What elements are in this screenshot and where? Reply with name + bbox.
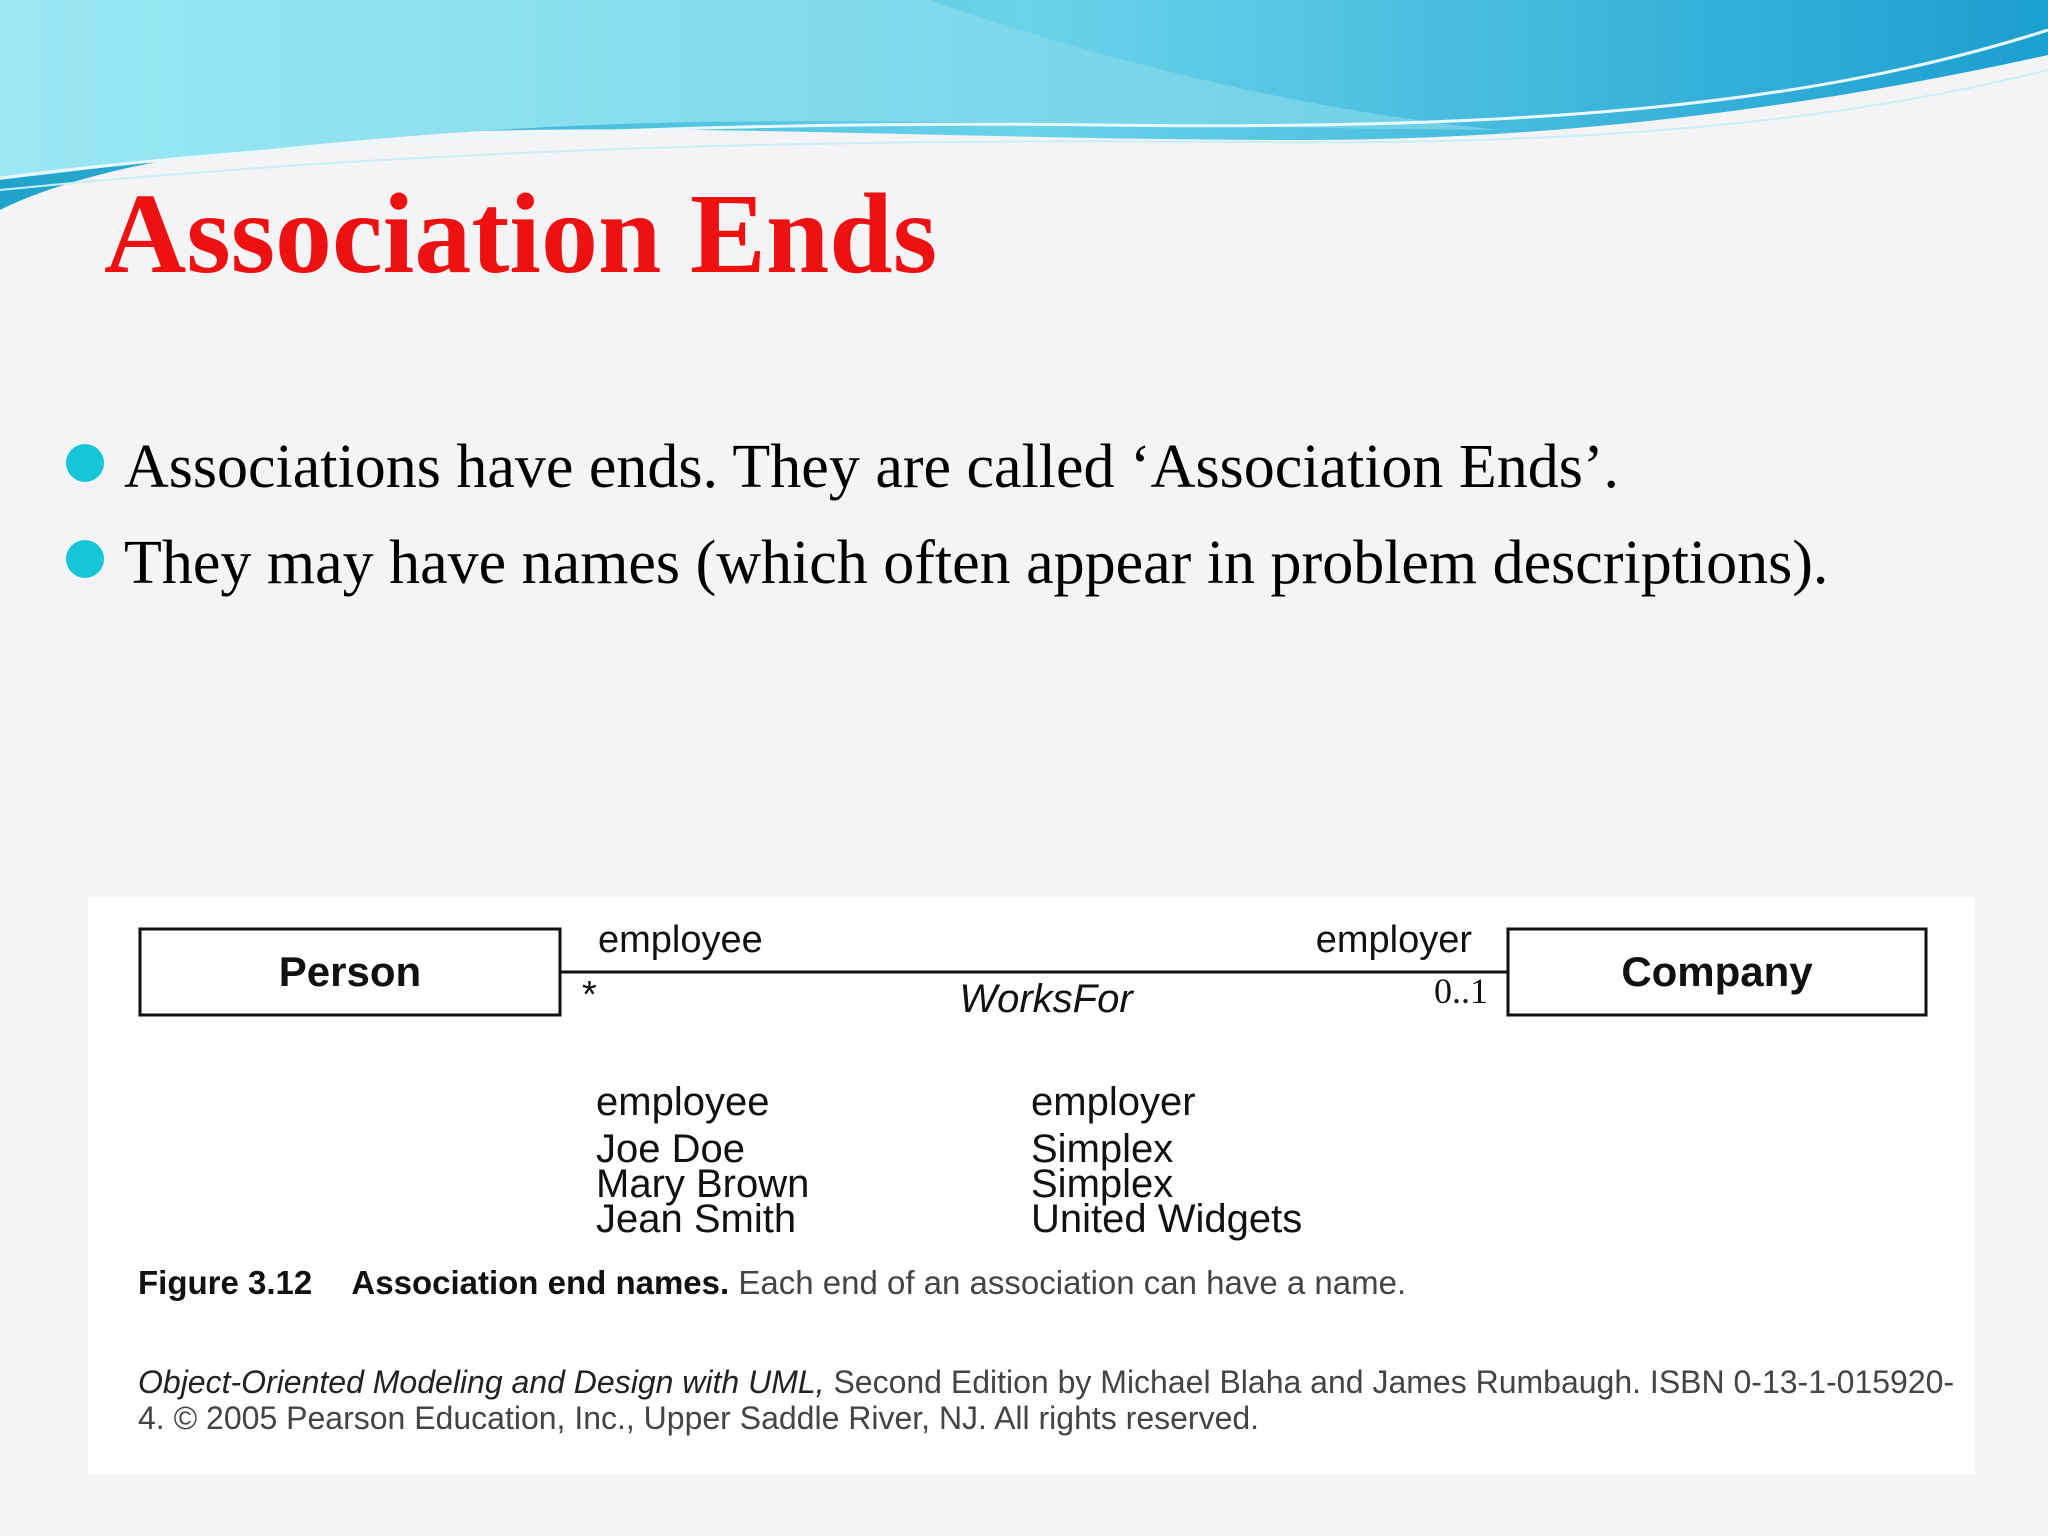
bullet-dot-icon — [66, 444, 104, 482]
links-cell: Mary Brown — [596, 1162, 810, 1206]
figure-number: Figure 3.12 — [138, 1264, 313, 1301]
bullet-list — [60, 425, 1960, 617]
links-cell: Joe Doe — [596, 1127, 745, 1171]
right-end-name: employer — [1315, 919, 1472, 961]
credit-text: Second Edition by Michael Blaha and James Rumbaugh. ISBN 0-13-1-015920-4. © 2005 Pearson Education, Inc., Upper Saddle River, NJ. All rights reserved. — [138, 1364, 1955, 1436]
links-column-header: employee — [596, 1080, 770, 1124]
credit-book-title: Object-Oriented Modeling and Design with UML, — [138, 1364, 825, 1400]
person-class-name: Person — [278, 948, 422, 995]
links-cell: Simplex — [1031, 1162, 1174, 1206]
bullet-dot-icon — [66, 540, 104, 578]
bullet-item — [60, 425, 1960, 509]
left-multiplicity: * — [582, 974, 597, 1016]
figure-credit — [138, 1364, 1958, 1436]
links-cell: Simplex — [1031, 1127, 1174, 1171]
links-column-header: employer — [1031, 1080, 1196, 1124]
figure-title: Association end names. — [351, 1264, 730, 1301]
figure-caption — [138, 1264, 1918, 1301]
right-multiplicity: 0..1 — [1434, 971, 1488, 1011]
uml-figure — [88, 897, 1975, 1475]
company-class-name: Company — [1621, 948, 1813, 995]
association-name: WorksFor — [959, 977, 1133, 1021]
bullet-text: Associations have ends. They are called ‘Association Ends’. — [124, 433, 1620, 501]
slide-title: Association Ends — [104, 170, 938, 297]
left-end-name: employee — [598, 919, 763, 961]
bullet-text: They may have names (which often appear in problem descriptions). — [124, 529, 1829, 597]
figure-caption-text: Each end of an association can have a name. — [738, 1264, 1407, 1301]
links-cell: United Widgets — [1031, 1197, 1303, 1241]
bullet-item — [60, 521, 1960, 605]
links-cell: Jean Smith — [596, 1197, 797, 1241]
